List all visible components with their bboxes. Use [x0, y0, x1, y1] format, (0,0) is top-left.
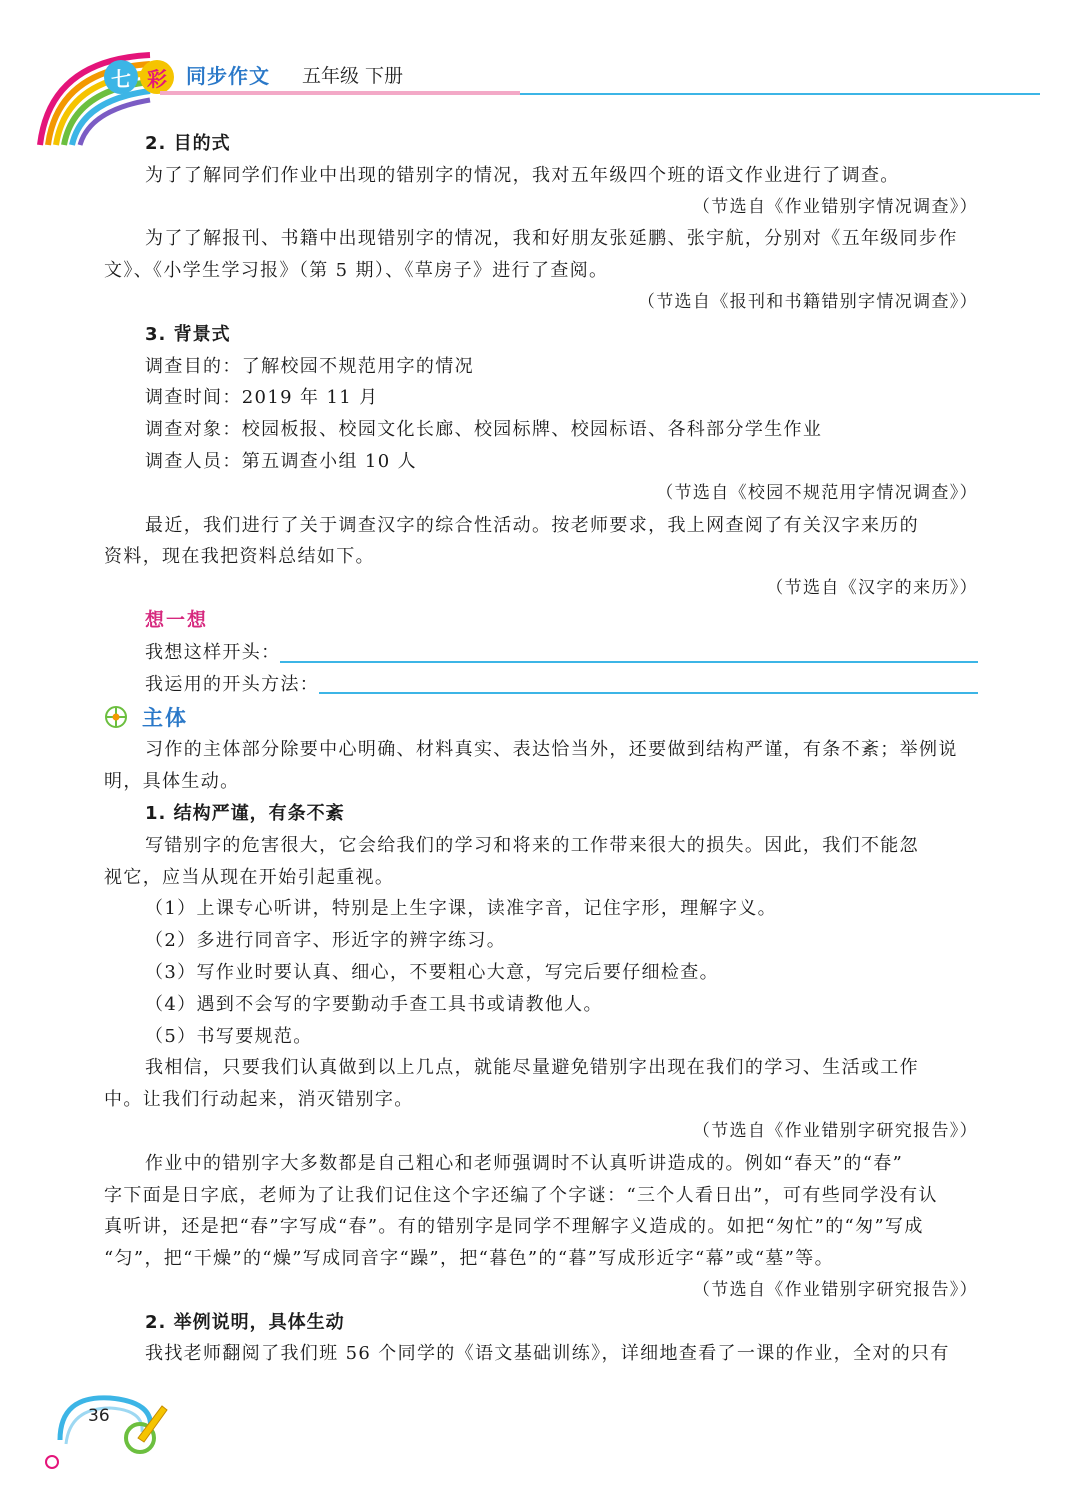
paragraph-line: 习作的主体部分除要中心明确、材料真实、表达恰当外，还要做到结构严谨，有条不紊；举例说 [145, 739, 958, 761]
think-heading: 想一想 [145, 608, 209, 631]
list-item: （3）写作业时要认真、细心，不要粗心大意，写完后要仔细检查。 [145, 961, 719, 983]
fill-in-label: 我想这样开头： [145, 641, 281, 663]
logo-badge-qi: 七 [104, 60, 138, 94]
paragraph-line: 写错别字的危害很大，它会给我们的学习和将来的工作带来很大的损失。因此，我们不能忽 [145, 834, 919, 856]
paragraph-line: 作业中的错别字大多数都是自己粗心和老师强调时不认真听讲造成的。例如“春天”的“春” [145, 1152, 904, 1174]
list-item: （1）上课专心听讲，特别是上生字课，读准字音，记住字形，理解字义。 [145, 898, 777, 920]
background-item: 调查目的：了解校园不规范用字的情况 [145, 355, 474, 377]
page-content [104, 128, 978, 1370]
background-item: 调查时间：2019 年 11 月 [145, 387, 379, 409]
header-divider-pink [160, 91, 520, 95]
paragraph-line: 资料，现在我把资料总结如下。 [104, 546, 375, 568]
background-item: 调查人员：第五调查小组 10 人 [145, 450, 417, 472]
paragraph-line: 最近，我们进行了关于调查汉字的综合性活动。按老师要求，我上网查阅了有关汉字来历的 [145, 514, 919, 536]
background-item: 调查对象：校园板报、校园文化长廊、校园标牌、校园标语、各科部分学生作业 [145, 419, 823, 441]
fill-in-label: 我运用的开头方法： [145, 673, 320, 695]
section-title: 主体 [142, 706, 188, 731]
paragraph-line: 字下面是日字底，老师为了让我们记住这个字还编了个字谜：“三个人看日出”，可有些同学没有认 [104, 1184, 938, 1206]
paragraph-line: 我找老师翻阅了我们班 56 个同学的《语文基础训练》，详细地查看了一课的作业，全对的只有 [145, 1343, 950, 1365]
paragraph-line: 文》、《小学生学习报》（第 5 期）、《草房子》进行了查阅。 [104, 260, 609, 282]
page-number-swirl-icon [40, 1380, 180, 1480]
logo-badge-cai: 彩 [140, 60, 174, 94]
source-note: （节选自《报刊和书籍错别字情况调查》） [637, 291, 978, 312]
source-note: （节选自《汉字的来历》） [766, 578, 978, 599]
fill-in-blank[interactable] [280, 639, 978, 663]
paragraph-line: “匀”，把“干燥”的“燥”写成同音字“躁”，把“暮色”的“暮”写成形近字“幕”或“墓”等。 [104, 1248, 834, 1270]
fill-in-row-method [104, 669, 978, 701]
paragraph: 为了了解同学们作业中出现的错别字的情况，我对五年级四个班的语文作业进行了调查。 [145, 164, 900, 186]
subheading-examples: 2. 举例说明，具体生动 [145, 1311, 345, 1333]
subheading-structure: 1. 结构严谨，有条不紊 [145, 802, 345, 824]
list-item: （4）遇到不会写的字要勤动手查工具书或请教他人。 [145, 993, 603, 1015]
fill-in-blank[interactable] [319, 670, 978, 694]
subheading-background: 3. 背景式 [145, 323, 231, 345]
page-number: 36 [88, 1406, 110, 1426]
paragraph-line: 中。让我们行动起来，消灭错别字。 [104, 1089, 414, 1111]
paragraph-line: 为了了解报刊、书籍中出现错别字的情况，我和好朋友张延鹏、张宇航，分别对《五年级同步作 [145, 228, 958, 250]
series-title: 同步作文 [186, 64, 270, 88]
header-divider-blue [520, 93, 1040, 95]
source-note: （节选自《作业错别字研究报告》） [692, 1279, 978, 1300]
source-note: （节选自《校园不规范用字情况调查》） [656, 482, 978, 503]
section-flower-icon [104, 705, 128, 729]
source-note: （节选自《作业错别字情况调查》） [692, 196, 978, 217]
fill-in-row-opening [104, 637, 978, 669]
grade-title: 五年级 下册 [302, 65, 404, 87]
paragraph-line: 明，具体生动。 [104, 771, 240, 793]
source-note: （节选自《作业错别字研究报告》） [692, 1120, 978, 1141]
section-heading-main [104, 700, 978, 734]
list-item: （5）书写要规范。 [145, 1025, 313, 1047]
paragraph-line: 视它，应当从现在开始引起重视。 [104, 866, 395, 888]
list-item: （2）多进行同音字、形近字的辨字练习。 [145, 930, 507, 952]
paragraph-line: 真听讲，还是把“春”字写成“春”。有的错别字是同学不理解字义造成的。如把“匆忙”的“匆”写成 [104, 1216, 924, 1238]
paragraph-line: 我相信，只要我们认真做到以上几点，就能尽量避免错别字出现在我们的学习、生活或工作 [145, 1057, 919, 1079]
subheading-purpose: 2. 目的式 [145, 133, 231, 154]
